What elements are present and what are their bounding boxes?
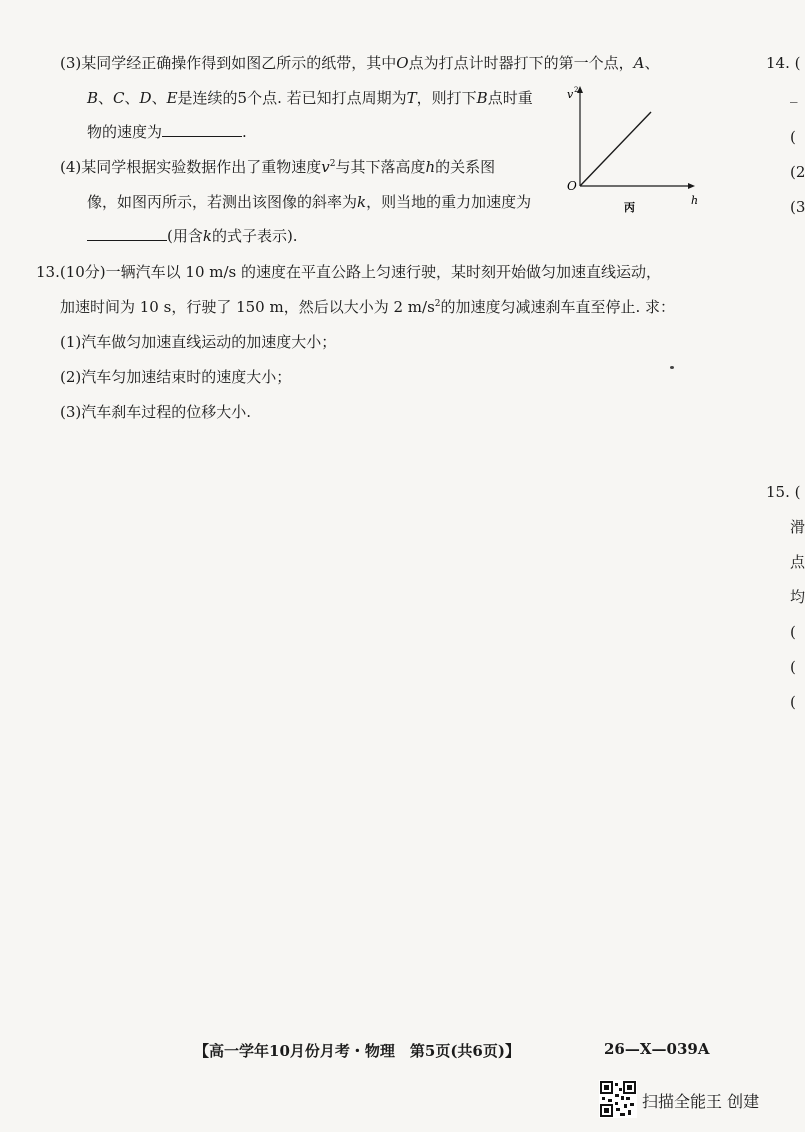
v2-h-graph [565, 82, 705, 222]
q14-edge-line3: (2 [790, 163, 805, 181]
q13-line2: 加速时间为 10 s，行驶了 150 m，然后以大小为 2 $m/s^2$的加速度匀减速刹车直至停止. 求： [60, 298, 676, 316]
q14-edge: 14. ( [766, 54, 801, 72]
answer-blank-gravity[interactable] [87, 226, 167, 241]
q15-edge-line3: 均 [790, 588, 805, 606]
graph-caption: 丙 [624, 201, 635, 214]
scanner-watermark: 扫描全能王 创建 [642, 1092, 760, 1111]
q12-part4-line1: (4)某同学根据实验数据作出了重物速度$v^2$与其下落高度h的关系图 [60, 158, 496, 176]
q12-part4-line3: (用含k的式子表示). [87, 226, 298, 246]
q12-part4-label: (4) [60, 158, 82, 176]
smudge [670, 366, 674, 369]
q13-sub1: (1)汽车做匀加速直线运动的加速度大小； [60, 333, 337, 351]
q12-part4-line2: 像，如图丙所示，若测出该图像的斜率为k，则当地的重力加速度为 [87, 193, 532, 211]
data-line [580, 112, 651, 186]
q13-sub3: (3)汽车刹车过程的位移大小. [60, 403, 252, 421]
y-axis-label-sup: 2 [574, 86, 579, 94]
q13-sub2: (2)汽车匀加速结束时的速度大小； [60, 368, 292, 386]
q12-part3-label: (3) [60, 54, 82, 72]
q13-score: (10分) [59, 263, 106, 281]
q15-edge: 15. ( [766, 483, 801, 501]
q12-part3-line3: 物的速度为 . [87, 123, 247, 141]
y-axis-label: v [567, 88, 574, 101]
page-footer: 【高一学年10月份月考・物理 第5页(共6页)】 [194, 1042, 520, 1060]
origin-label: O [567, 179, 577, 193]
paper-code: 26—X—039A [604, 1040, 710, 1058]
x-axis-arrow-icon [688, 183, 695, 189]
q13-number: 13. [36, 263, 60, 281]
qr-code-icon [599, 1080, 637, 1118]
answer-blank-velocity[interactable] [162, 122, 242, 137]
q15-edge-line1: 滑 [790, 518, 805, 536]
q14-edge-line4: (3 [790, 198, 805, 216]
q12-part3-line1: (3)某同学经正确操作得到如图乙所示的纸带，其中O点为打点计时器打下的第一个点，A、 [60, 54, 660, 72]
x-axis-label: h [691, 194, 699, 207]
q12-part3-line2: B、C、D、E是连续的5个点. 若已知打点周期为T，则打下B点时重 [87, 89, 533, 107]
q15-edge-line5: ( [790, 658, 796, 676]
q15-edge-line6: ( [790, 693, 796, 711]
q14-edge-line1: _ [790, 85, 798, 103]
q13-line1: 13.(10分)一辆汽车以 10 m/s 的速度在平直公路上匀速行驶，某时刻开始做匀加速直线运动， [36, 263, 662, 281]
q15-edge-line4: ( [790, 623, 796, 641]
q15-edge-line2: 点 [790, 553, 805, 571]
q14-edge-line2: ( [790, 128, 796, 146]
